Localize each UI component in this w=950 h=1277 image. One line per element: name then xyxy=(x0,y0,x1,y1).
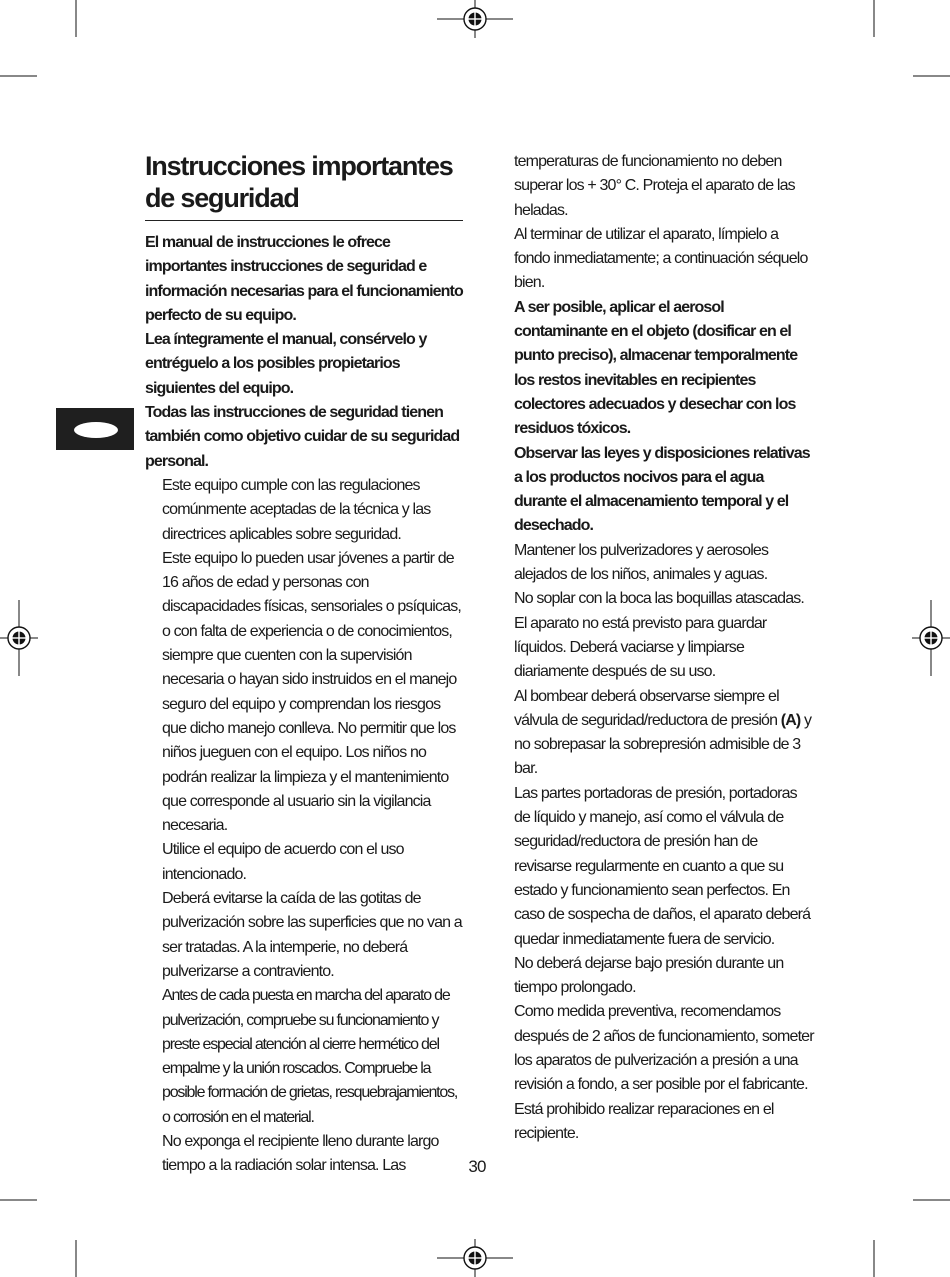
safety-item: Al terminar de utilizar el aparato, límpielo a fondo inmediatamente; a continuación séquelo bien. xyxy=(514,225,808,292)
safety-item: Las partes portadoras de presión, portadoras de líquido y manejo, así como el válvula de seguridad/reductora de presión han de revisarse regularmente en cuanto a que su estado y funcionamiento sean perfectos. En caso de sospecha de daños, el aparato deberá quedar inmediatamente fuera de servicio. xyxy=(514,784,811,948)
safety-warning: Observar las leyes y disposiciones relativas a los productos nocivos para el agua durante el almacenamiento temporal y el desechado. xyxy=(514,444,810,535)
registration-mark-icon xyxy=(912,600,950,676)
registration-mark-icon xyxy=(437,0,513,38)
registration-mark-icon xyxy=(437,1239,513,1277)
safety-item: No exponga el recipiente lleno durante largo tiempo a la radiación solar intensa. Las xyxy=(162,1132,439,1175)
item-text: Al bombear deberá observarse siempre el válvula de seguridad/reductora de presión xyxy=(514,687,781,729)
intro-paragraph: Lea íntegramente el manual, consérvelo y entréguelo a los posibles propietarios siguientes del equipo. xyxy=(145,331,427,397)
safety-item: Como medida preventiva, recomendamos después de 2 años de funcionamiento, someter los aparatos de pulverización a presión a una revisión a fondo, a ser posible por el fabricante. Está prohibido realizar reparaciones en el recipiente. xyxy=(514,1003,814,1142)
valve-reference: (A) xyxy=(780,711,801,729)
safety-item: No soplar con la boca las boquillas atascadas. xyxy=(514,590,804,608)
safety-item xyxy=(514,685,814,782)
item-text: y no sobrepasar la sobrepresión admisible de 3 bar. xyxy=(514,711,812,778)
safety-item: Mantener los pulverizadores y aerosoles alejados de los niños, animales y aguas. xyxy=(514,541,769,584)
safety-item: No deberá dejarse bajo presión durante un tiempo prolongado. xyxy=(514,954,784,997)
safety-item: Este equipo lo pueden usar jóvenes a partir de 16 años de edad y personas con discapacidades físicas, sensoriales o psíquicas, o con falta de experiencia o de conocimientos, siempre que cuenten con la supervisión necesaria o hayan sido instruidos en el manejo seguro del equipo y comprendan los riesgos que dicho manejo conlleva. No permitir que los niños jueguen con el equipo. Los niños no podrán realizar la limpieza y el mantenimiento que corresponde al usuario sin la vigilancia necesaria. xyxy=(162,549,461,835)
intro-paragraph: Todas las instrucciones de seguridad tienen también como objetivo cuidar de su seguridad personal. xyxy=(145,404,460,470)
intro-paragraph: El manual de instrucciones le ofrece importantes instrucciones de seguridad e información necesarias para el funcionamiento perfecto de su equipo. xyxy=(145,234,463,324)
page-number: 30 xyxy=(468,1157,486,1176)
safety-item: Antes de cada puesta en marcha del aparato de pulverización, compruebe su funcionamiento y preste especial atención al cierre hermético del empalme y la unión roscados. Compruebe la posible formación de grietas, resquebrajamientos, o corrosión en el material. xyxy=(162,987,458,1126)
left-column xyxy=(145,150,463,1179)
safety-item: Utilice el equipo de acuerdo con el uso intencionado. xyxy=(162,841,404,883)
safety-item: Deberá evitarse la caída de las gotitas de pulverización sobre las superficies que no van a ser tratadas. A la intemperie, no deberá pulverizarse a contraviento. xyxy=(162,890,462,980)
safety-item: temperaturas de funcionamiento no deben superar los + 30° C. Proteja el aparato de las heladas. xyxy=(514,153,795,219)
language-tab-icon xyxy=(56,408,134,450)
page-title: Instrucciones importantes de seguridad xyxy=(145,150,463,221)
safety-item: El aparato no está previsto para guardar líquidos. Deberá vaciarse y limpiarse diariamente después de su uso. xyxy=(514,614,767,681)
safety-warning: A ser posible, aplicar el aerosol contaminante en el objeto (dosificar en el punto preciso), almacenar temporalmente los restos inevitables en recipientes colectores adecuados y desechar con los residuos tóxicos. xyxy=(514,298,798,438)
right-column xyxy=(514,150,814,1146)
registration-mark-icon xyxy=(0,600,38,676)
safety-item: Este equipo cumple con las regulaciones comúnmente aceptadas de la técnica y las directrices aplicables sobre seguridad. xyxy=(162,476,431,543)
